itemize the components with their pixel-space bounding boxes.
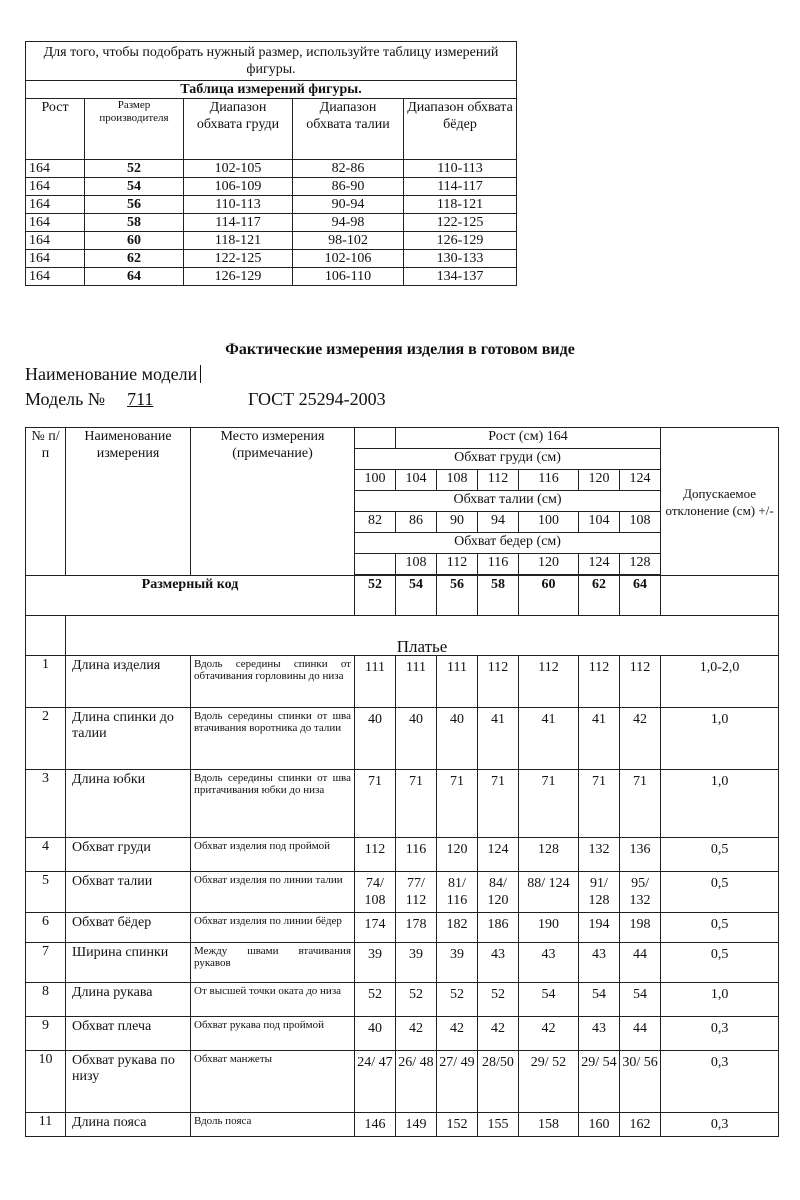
measurement-value: 52 — [478, 983, 519, 1017]
figure-table-cell: 130-133 — [404, 250, 517, 268]
figure-table-cell: 60 — [85, 232, 184, 250]
measurement-value: 194 — [579, 913, 620, 943]
measurement-value: 39 — [437, 943, 478, 983]
measurement-value: 29/ 54 — [579, 1051, 620, 1113]
gost-standard: ГОСТ 25294-2003 — [248, 389, 386, 409]
measurement-value: 120 — [437, 838, 478, 872]
measurement-value: 43 — [579, 943, 620, 983]
measurement-value: 43 — [579, 1017, 620, 1051]
measurement-value: 160 — [579, 1113, 620, 1137]
measurement-row — [26, 913, 779, 943]
model-name-text: Наименование модели — [25, 364, 198, 384]
measurement-value: 136 — [620, 838, 661, 872]
col-name-header: Наименование измерения — [66, 428, 191, 576]
hips-value: 116 — [478, 554, 519, 575]
figure-table-cell: 106-109 — [184, 178, 293, 196]
waist-value: 108 — [620, 512, 661, 533]
chest-value: 104 — [396, 470, 437, 491]
measurement-value: 91/ 128 — [579, 872, 620, 913]
measurement-value: 54 — [519, 983, 579, 1017]
measurement-value: 42 — [437, 1017, 478, 1051]
measurement-value: 44 — [620, 1017, 661, 1051]
measurement-value: 40 — [396, 708, 437, 770]
figure-table-cell: 164 — [26, 214, 85, 232]
row-number: 11 — [26, 1113, 66, 1137]
measurement-value: 111 — [396, 656, 437, 708]
measurement-value: 112 — [355, 838, 396, 872]
figure-table-cell: 90-94 — [293, 196, 404, 214]
model-number-label: Модель № — [25, 389, 106, 409]
waist-label: Обхват талии (см) — [355, 491, 661, 512]
measurement-value: 27/ 49 — [437, 1051, 478, 1113]
figure-table-cell: 164 — [26, 196, 85, 214]
figure-table-cell: 64 — [85, 268, 184, 286]
measurement-value: 71 — [620, 770, 661, 838]
hips-label: Обхват бедер (см) — [355, 533, 661, 554]
figure-table-cell: 114-117 — [184, 214, 293, 232]
measurement-value: 54 — [620, 983, 661, 1017]
tolerance-value: 0,5 — [661, 838, 779, 872]
figure-table-row — [26, 160, 517, 178]
measurement-place: Обхват изделия по линии бёдер — [191, 913, 355, 943]
measurement-value: 71 — [519, 770, 579, 838]
measurement-value: 88/ 124 — [519, 872, 579, 913]
measurement-name: Обхват плеча — [66, 1017, 191, 1051]
waist-value: 82 — [355, 512, 396, 533]
measurement-place: Обхват изделия по линии талии — [191, 872, 355, 913]
chest-value: 124 — [620, 470, 661, 491]
figure-table-cell: 58 — [85, 214, 184, 232]
hips-value — [355, 554, 396, 575]
measurement-value: 28/50 — [478, 1051, 519, 1113]
figure-table-row — [26, 232, 517, 250]
tolerance-value: 1,0-2,0 — [661, 656, 779, 708]
hips-value: 112 — [437, 554, 478, 575]
measurement-value: 42 — [478, 1017, 519, 1051]
measurement-value: 52 — [355, 983, 396, 1017]
figure-table-row — [26, 196, 517, 214]
model-number: 711 — [127, 389, 154, 409]
measurement-value: 116 — [396, 838, 437, 872]
chest-value: 116 — [519, 470, 579, 491]
figure-table-cell: 164 — [26, 178, 85, 196]
measurement-value: 42 — [519, 1017, 579, 1051]
measurement-value: 132 — [579, 838, 620, 872]
measurement-value: 40 — [355, 1017, 396, 1051]
row-number: 1 — [26, 656, 66, 708]
size-code: 58 — [478, 576, 519, 616]
figure-table-cell: 98-102 — [293, 232, 404, 250]
measurement-name: Обхват бёдер — [66, 913, 191, 943]
header-height: Рост — [26, 99, 85, 160]
chest-value: 112 — [478, 470, 519, 491]
chest-value: 100 — [355, 470, 396, 491]
figure-table-cell: 118-121 — [404, 196, 517, 214]
figure-table-cell: 118-121 — [184, 232, 293, 250]
row-number: 4 — [26, 838, 66, 872]
row-number: 10 — [26, 1051, 66, 1113]
measurement-value: 24/ 47 — [355, 1051, 396, 1113]
measurement-value: 158 — [519, 1113, 579, 1137]
size-code-label: Размерный код — [26, 576, 355, 616]
measurement-row — [26, 838, 779, 872]
measurement-row — [26, 943, 779, 983]
measurement-value: 54 — [579, 983, 620, 1017]
row-number: 2 — [26, 708, 66, 770]
measurement-value: 174 — [355, 913, 396, 943]
figure-table-row — [26, 178, 517, 196]
measurement-place: Обхват манжеты — [191, 1051, 355, 1113]
row-number: 6 — [26, 913, 66, 943]
figure-table-cell: 164 — [26, 250, 85, 268]
hips-value: 120 — [519, 554, 579, 575]
measurement-value: 124 — [478, 838, 519, 872]
measurement-name: Обхват груди — [66, 838, 191, 872]
tolerance-header: Допускаемое отклонение (см) +/- — [661, 428, 779, 576]
row-number: 3 — [26, 770, 66, 838]
measurement-row — [26, 872, 779, 913]
tolerance-value: 0,5 — [661, 872, 779, 913]
measurement-value: 112 — [478, 656, 519, 708]
measurement-value: 52 — [396, 983, 437, 1017]
tolerance-value: 0,5 — [661, 913, 779, 943]
hips-value: 124 — [579, 554, 620, 575]
model-name-label — [25, 364, 201, 385]
measurement-value: 155 — [478, 1113, 519, 1137]
measurement-value: 41 — [579, 708, 620, 770]
measurement-value: 111 — [355, 656, 396, 708]
row-number: 5 — [26, 872, 66, 913]
measurement-place: Вдоль середины спинки от обтачивания горловины до низа — [191, 656, 355, 708]
size-code: 60 — [519, 576, 579, 616]
measurement-row — [26, 770, 779, 838]
chest-value: 108 — [437, 470, 478, 491]
waist-value: 104 — [579, 512, 620, 533]
section-row — [26, 616, 779, 656]
figure-table-cell: 94-98 — [293, 214, 404, 232]
measurement-place: От высшей точки оката до низа — [191, 983, 355, 1017]
figure-table-row — [26, 250, 517, 268]
figure-table-cell: 56 — [85, 196, 184, 214]
measurement-value: 71 — [579, 770, 620, 838]
waist-value: 86 — [396, 512, 437, 533]
measurement-value: 149 — [396, 1113, 437, 1137]
measurement-value: 71 — [478, 770, 519, 838]
measurement-value: 29/ 52 — [519, 1051, 579, 1113]
figure-table-cell: 126-129 — [404, 232, 517, 250]
measurement-value: 71 — [355, 770, 396, 838]
figure-table-cell: 164 — [26, 232, 85, 250]
measurement-value: 198 — [620, 913, 661, 943]
measurement-name: Ширина спинки — [66, 943, 191, 983]
measurement-row — [26, 983, 779, 1017]
row-number: 8 — [26, 983, 66, 1017]
size-code: 64 — [620, 576, 661, 616]
figure-table-cell: 114-117 — [404, 178, 517, 196]
figure-table-row — [26, 214, 517, 232]
measurement-row — [26, 708, 779, 770]
measurement-place: Вдоль середины спинки от шва притачивания юбки до низа — [191, 770, 355, 838]
figure-table-row — [26, 268, 517, 286]
figure-table-cell: 110-113 — [184, 196, 293, 214]
figure-table-cell: 102-105 — [184, 160, 293, 178]
measurement-name: Обхват рукава по низу — [66, 1051, 191, 1113]
measurement-value: 52 — [437, 983, 478, 1017]
measurement-place: Обхват рукава под проймой — [191, 1017, 355, 1051]
waist-value: 90 — [437, 512, 478, 533]
measurement-value: 84/ 120 — [478, 872, 519, 913]
figure-table-cell: 110-113 — [404, 160, 517, 178]
measurement-value: 42 — [620, 708, 661, 770]
header-hips: Диапазон обхвата бёдер — [404, 99, 517, 160]
measurement-place: Вдоль пояса — [191, 1113, 355, 1137]
measurement-value: 182 — [437, 913, 478, 943]
measurement-value: 111 — [437, 656, 478, 708]
figure-table-cell: 164 — [26, 268, 85, 286]
tolerance-value: 0,3 — [661, 1051, 779, 1113]
size-code-tolerance-cell — [661, 576, 779, 616]
measurement-value: 71 — [396, 770, 437, 838]
measurement-value: 152 — [437, 1113, 478, 1137]
waist-value: 100 — [519, 512, 579, 533]
measurement-name: Длина рукава — [66, 983, 191, 1017]
measurement-value: 41 — [478, 708, 519, 770]
size-code-row — [26, 576, 779, 616]
measurement-value: 81/ 116 — [437, 872, 478, 913]
figure-table-cell: 134-137 — [404, 268, 517, 286]
measurement-name: Длина юбки — [66, 770, 191, 838]
col-place-header: Место измерения (примечание) — [191, 428, 355, 576]
measurement-value: 74/ 108 — [355, 872, 396, 913]
measurement-row — [26, 656, 779, 708]
measurement-value: 39 — [396, 943, 437, 983]
measurement-value: 112 — [519, 656, 579, 708]
measurement-place: Между швами втачивания рукавов — [191, 943, 355, 983]
measurement-value: 30/ 56 — [620, 1051, 661, 1113]
col-num-header: № п/п — [26, 428, 66, 576]
size-code: 62 — [579, 576, 620, 616]
figure-table-cell: 54 — [85, 178, 184, 196]
tolerance-value: 1,0 — [661, 770, 779, 838]
measurement-value: 40 — [437, 708, 478, 770]
measurement-value: 186 — [478, 913, 519, 943]
chest-label: Обхват груди (см) — [355, 449, 661, 470]
figure-table-cell: 106-110 — [293, 268, 404, 286]
tolerance-value: 0,3 — [661, 1113, 779, 1137]
figure-table-cell: 126-129 — [184, 268, 293, 286]
figure-table-title: Таблица измерений фигуры. — [26, 81, 517, 99]
text-cursor — [200, 365, 201, 383]
measurement-value: 95/ 132 — [620, 872, 661, 913]
section-title: Платье — [66, 616, 779, 656]
measurement-value: 44 — [620, 943, 661, 983]
height-label: Рост (см) 164 — [396, 428, 661, 449]
header-size: Размер производителя — [85, 99, 184, 160]
measurement-value: 112 — [579, 656, 620, 708]
row-number: 9 — [26, 1017, 66, 1051]
measurement-value: 39 — [355, 943, 396, 983]
measurement-name: Длина изделия — [66, 656, 191, 708]
figure-table-header — [26, 99, 517, 160]
measurement-value: 41 — [519, 708, 579, 770]
measurement-name: Обхват талии — [66, 872, 191, 913]
product-measurements-table — [25, 427, 779, 1137]
measurement-value: 162 — [620, 1113, 661, 1137]
figure-table-cell: 62 — [85, 250, 184, 268]
measurement-value: 71 — [437, 770, 478, 838]
header-chest: Диапазон обхвата груди — [184, 99, 293, 160]
hips-value: 128 — [620, 554, 661, 575]
figure-table-cell: 122-125 — [184, 250, 293, 268]
measurement-value: 43 — [478, 943, 519, 983]
figure-table-cell: 82-86 — [293, 160, 404, 178]
tolerance-value: 0,5 — [661, 943, 779, 983]
measurement-value: 43 — [519, 943, 579, 983]
measurement-value: 190 — [519, 913, 579, 943]
measurement-value: 112 — [620, 656, 661, 708]
intro-text: Для того, чтобы подобрать нужный размер, используйте таблицу измерений фигуры. — [26, 42, 517, 81]
measurement-place: Вдоль середины спинки от шва втачивания воротника до талии — [191, 708, 355, 770]
measurement-value: 42 — [396, 1017, 437, 1051]
figure-table-cell: 52 — [85, 160, 184, 178]
hips-value: 108 — [396, 554, 437, 575]
measurement-name: Длина пояса — [66, 1113, 191, 1137]
header-waist: Диапазон обхвата талии — [293, 99, 404, 160]
tolerance-value: 1,0 — [661, 708, 779, 770]
size-code: 54 — [396, 576, 437, 616]
measurement-row — [26, 1017, 779, 1051]
measurement-value: 40 — [355, 708, 396, 770]
measurement-name: Длина спинки до талии — [66, 708, 191, 770]
measurement-value: 178 — [396, 913, 437, 943]
size-code: 56 — [437, 576, 478, 616]
measurement-row — [26, 1113, 779, 1137]
tolerance-value: 0,3 — [661, 1017, 779, 1051]
measurement-row — [26, 1051, 779, 1113]
measurement-value: 77/ 112 — [396, 872, 437, 913]
figure-measurements-table — [25, 41, 517, 286]
measurement-value: 146 — [355, 1113, 396, 1137]
size-code: 52 — [355, 576, 396, 616]
figure-table-cell: 122-125 — [404, 214, 517, 232]
measurement-place: Обхват изделия под проймой — [191, 838, 355, 872]
model-number-line — [25, 389, 167, 410]
measurement-value: 128 — [519, 838, 579, 872]
figure-table-cell: 86-90 — [293, 178, 404, 196]
row-number: 7 — [26, 943, 66, 983]
waist-value: 94 — [478, 512, 519, 533]
tolerance-value: 1,0 — [661, 983, 779, 1017]
figure-table-cell: 164 — [26, 160, 85, 178]
figure-table-cell: 102-106 — [293, 250, 404, 268]
section-heading: Фактические измерения изделия в готовом виде — [225, 341, 575, 358]
measurement-value: 26/ 48 — [396, 1051, 437, 1113]
chest-value: 120 — [579, 470, 620, 491]
